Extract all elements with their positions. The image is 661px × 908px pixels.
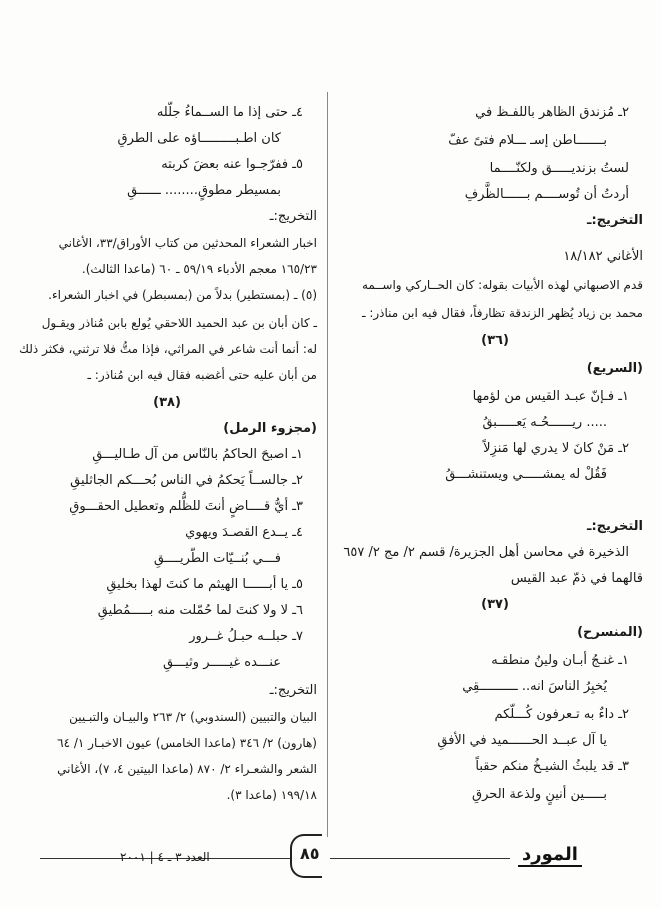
left-column-line: ٤ـ حتى إذا ما الســماءُ جلّله <box>156 105 303 120</box>
right-column-line: بـــــين أنينٍ ولذعة الحرقِ <box>472 787 607 802</box>
left-column-line: بمسيطر مطوقٍ........ ــــــقِ <box>127 183 281 198</box>
right-column-line: ٣ـ قد يلبثُ الشيـخُ منكم حقباً <box>475 759 629 774</box>
issue-label: العدد ٣ ـ ٤ | ٢٠٠١ <box>120 850 210 864</box>
right-column-line: قالهما في ذمّ عبد القيس <box>510 571 643 586</box>
right-column-line: أردتُ أن تُوســــم بــــــالظَّرفِ <box>464 187 629 202</box>
left-column-line: (هارون) ٢/ ٣٤٦ (ماعدا الخامس) عيون الاخبـار ١/ ٦٤ <box>57 736 317 750</box>
left-column-line: من أبان عليه حتى أغضبه فقال فيه ابن مُناذر: ـ <box>87 368 317 382</box>
right-column-line: (٣٦) <box>481 333 509 348</box>
right-column-line: الذخيرة في محاسن أهل الجزيرة/ قسم ٢/ مج ٢/ ٦٥٧ <box>343 545 629 560</box>
right-column-line: التخريج:ـ <box>587 213 643 228</box>
page-footer <box>0 832 661 892</box>
left-column-line: ٧ـ حبلــه حبـلُ غــرور <box>189 629 303 644</box>
footer-rule-right <box>330 858 510 859</box>
right-column-line: ٢ـ مُزندق الظاهر باللفـظ في <box>475 105 629 120</box>
left-column-line: ١ـ اصبحَ الحاكمُ بالنّاس من آل طـاليـــقِ <box>92 447 303 462</box>
left-column-line: التخريج:ـ <box>269 209 317 224</box>
right-column-line: ٢ـ داءٌ به تـعرفون كُـــلّكم <box>494 707 629 722</box>
right-column-line: ١ـ غنـجُ أبـان ولينُ منطقـه <box>491 653 629 668</box>
left-column-line: ٦ـ لا ولا كنتَ لما حُمّلت منه بـــــمُطيقِ <box>97 603 303 618</box>
right-column-line: يُخبِرُ الناسَ انه.. ــــــــــقِي <box>462 679 607 694</box>
left-column-line: ٢ـ جالســاً يَحكمُ في الناس بُحـــكم الجاثليقِ <box>70 473 303 488</box>
left-column-line: (٣٨) <box>153 395 181 410</box>
left-column-line: ١٩٩/١٨ (ماعدا ٣). <box>226 788 317 802</box>
left-column-line: الشعر والشعـراء ٢/ ٨٧٠ (ماعدا البيتين ٤، ٧)، الأغاني <box>57 762 317 776</box>
right-column-line: (المنسرح) <box>577 625 643 640</box>
svg-text:المورد: المورد <box>522 844 578 865</box>
left-column-line: ـ كان أبان بن عبد الحميد اللاحقي يُولع بابن مُناذر ويقـول <box>41 316 317 330</box>
column-divider <box>327 92 328 837</box>
left-column-line: ٥ـ ففرّجـوا عنه بعضَ كربته <box>161 157 303 172</box>
right-column-line: يا آل عبــد الحــــــميد في الأفقِ <box>437 733 607 748</box>
left-column-line: عنـــده غيـــــر وثيـــقِ <box>162 655 281 670</box>
left-column-line: ٤ـ يــدع القصـدَ ويهوي <box>185 525 303 540</box>
left-column-line: ٣ـ أيُّ قــــاضٍ أنتَ للظُّلم وتعطيل الحقـــوقِ <box>69 499 303 514</box>
left-column-line: (٥) ـ (بمستطير) بدلاً من (بمسبطر) في اخبار الشعراء. <box>48 288 317 302</box>
right-column-line: محمد بن زياد يُظهر الزندقة تظارفاً، فقال فيه ابن مناذر: ـ <box>361 306 643 320</box>
right-column-line: الأغاني ١٨/١٨٢ <box>563 249 643 264</box>
right-column-line: ..... ريــــــحُـه يَعـــــبقُ <box>482 415 607 430</box>
right-column-line: التخريج:ـ <box>587 519 643 534</box>
right-column-line: بـــــــاطن إسـ ـــلام فتىً عفّ <box>448 133 607 148</box>
left-column-line: (مجزوء الرمل) <box>223 421 317 436</box>
right-column-line: (٣٧) <box>481 597 509 612</box>
left-column-line: اخبار الشعراء المحدثين من كتاب الأوراق/٣٣، الأغاني <box>58 236 317 250</box>
right-column-line: ٢ـ مَنْ كانَ لا يدري لها مَنزِلاً <box>483 441 629 456</box>
almawrid-logo <box>510 838 590 872</box>
left-column-line: التخريج:ـ <box>269 683 317 698</box>
left-column-line: له: أنما أنت شاعر في المراثي، فإذا متُّ فلا ترثني، فكثر ذلك <box>19 342 317 356</box>
left-column-line: كان اطـبـــــــــاؤه على الطرقِ <box>117 131 281 146</box>
right-column-line: (السريع) <box>586 361 643 376</box>
page-number: ٨٥ <box>300 844 320 863</box>
left-column-line: ٥ـ يا أبــــــا الهيثم ما كنتَ لهذا بخليقِ <box>106 577 303 592</box>
left-column-line: ١٦٥/٢٣ معجم الأدباء ٥٩/١٩ ـ ٦٠ (ماعدا الثالث). <box>81 262 317 276</box>
left-column-line: البيان والتبيين (السندوبي) ٢/ ٢٦٣ والبيـان والتبـيين <box>69 710 317 724</box>
right-column-line: لستُ بزنديـــــق ولكنّــــما <box>489 161 629 176</box>
left-column-line: فـــي بُنــيّات الطّريــــقِ <box>153 551 281 566</box>
right-column-line: قدم الاصبهاني لهذه الأبيات بقوله: كان الحــاركي واســمه <box>362 278 643 292</box>
right-column-line: ١ـ فـإنّ عبـد القيس من لؤمها <box>472 389 629 404</box>
right-column-line: فَقُلْ له يمشـــــي ويستنشـــقُ <box>445 467 607 482</box>
